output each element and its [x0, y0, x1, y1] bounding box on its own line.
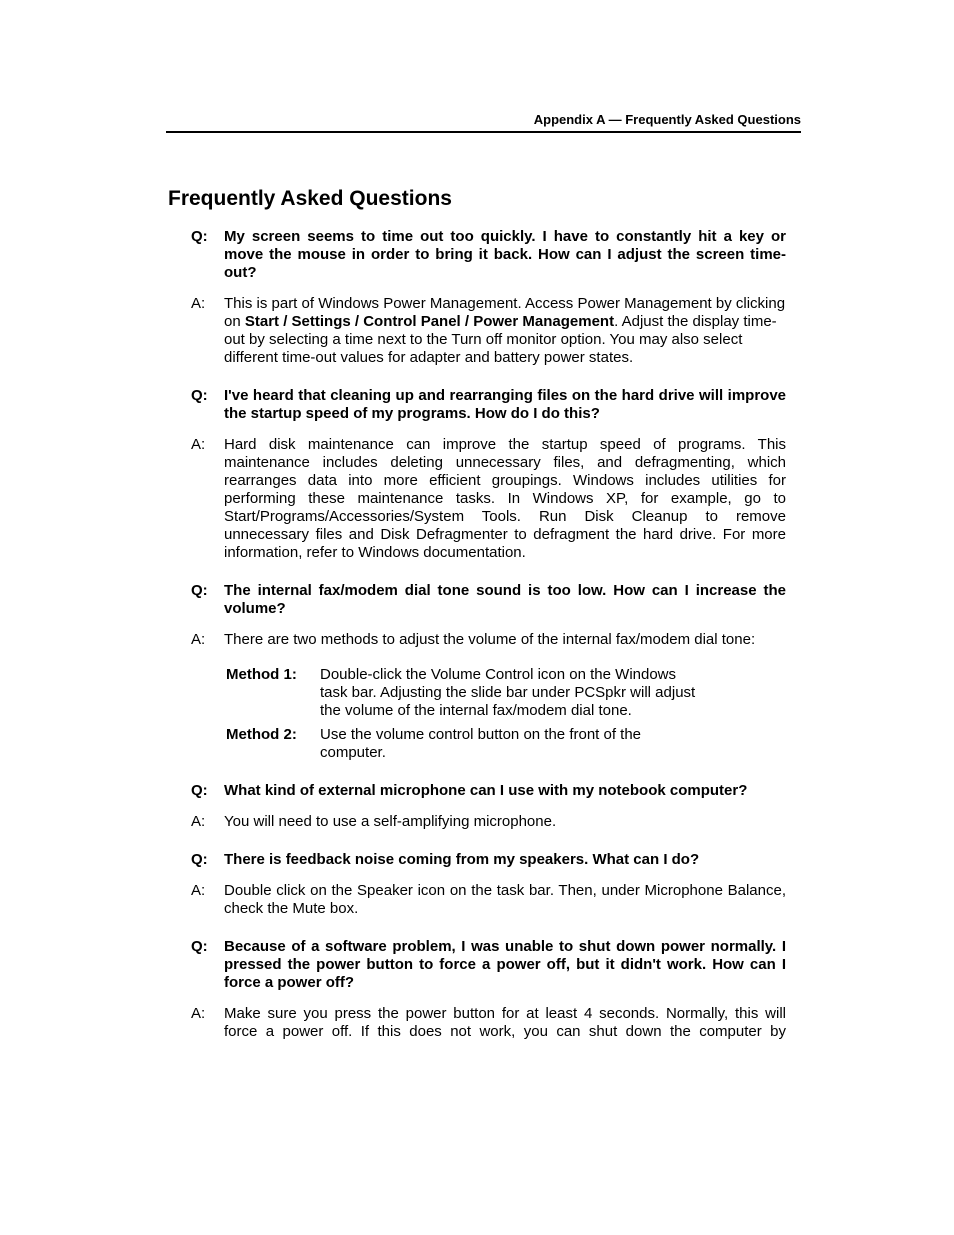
question-text: My screen seems to time out too quickly. I have to constantly hit a key or move the mouse in order to bring it back. How can I adjust the screen time-out? [224, 228, 786, 281]
answer-text: You will need to use a self-amplifying microphone. [224, 813, 557, 830]
question-label: Q: [191, 582, 208, 599]
faq-answer [191, 631, 786, 649]
answer-label: A: [191, 882, 206, 899]
method-list [226, 666, 786, 762]
question-text: What kind of external microphone can I use with my notebook computer? [224, 782, 748, 799]
question-label: Q: [191, 851, 208, 868]
question-label: Q: [191, 782, 208, 799]
answer-label: A: [191, 436, 206, 453]
question-text: I've heard that cleaning up and rearranging files on the hard drive will improve the startup speed of my programs. How do I do this? [224, 387, 786, 422]
answer-label: A: [191, 295, 206, 312]
answer-text: Hard disk maintenance can improve the startup speed of programs. This maintenance includes deleting unnecessary files, and defragmenting, which rearranges data into more efficient groupings. Windows includes utilities for performing these maintenance tasks. In Windows XP, for example, go to Start/Programs/Accessories/System Tools. Run Disk Cleanup to remove unnecessary files and Disk Defragmenter to defragment the hard drive. For more information, refer to Windows documentation. [224, 436, 786, 561]
faq-answer [191, 295, 786, 367]
answer-text: Double click on the Speaker icon on the task bar. Then, under Microphone Balance, check the Mute box. [224, 882, 786, 917]
faq-answer [191, 882, 786, 918]
faq-question [191, 228, 786, 282]
running-header [166, 112, 801, 133]
faq-answer [191, 1005, 786, 1041]
answer-label: A: [191, 1005, 206, 1022]
answer-text-part: This is part of Windows Power Management. Access Power Management by clicking on [224, 295, 786, 330]
method-text: Double-click the Volume Control icon on the Windows task bar. Adjusting the slide bar under PCSpkr will adjust the volume of the internal fax/modem dial tone. [320, 666, 696, 719]
faq-question [191, 387, 786, 423]
question-label: Q: [191, 938, 208, 955]
method-label: Method 1: [226, 666, 297, 683]
answer-label: A: [191, 631, 206, 648]
question-text: There is feedback noise coming from my speakers. What can I do? [224, 851, 700, 868]
question-text: The internal fax/modem dial tone sound is too low. How can I increase the volume? [224, 582, 786, 617]
faq-question [191, 782, 786, 800]
answer-text: Make sure you press the power button for at least 4 seconds. Normally, this will force a power off. If this does not work, you can shut down the computer by [224, 1005, 786, 1040]
running-header-title: Appendix A — Frequently Asked Questions [533, 112, 801, 127]
faq-question [191, 582, 786, 618]
method-text: Use the volume control button on the front of the computer. [320, 726, 642, 761]
page-title: Frequently Asked Questions [168, 187, 452, 210]
method-item [226, 666, 786, 720]
faq-answer [191, 436, 786, 562]
faq-question [191, 938, 786, 992]
answer-text-part: . Adjust the display time-out by selecting a time next to the Turn off monitor option. You may also select different time-out values for adapter and battery power states. [224, 313, 777, 366]
method-item [226, 726, 786, 762]
answer-text: There are two methods to adjust the volume of the internal fax/modem dial tone: [224, 631, 756, 648]
question-label: Q: [191, 228, 208, 245]
answer-label: A: [191, 813, 206, 830]
faq-question [191, 851, 786, 869]
faq-list [191, 228, 786, 1041]
answer-bold-path: Start / Settings / Control Panel / Power Management [244, 313, 615, 330]
faq-answer [191, 813, 786, 831]
question-label: Q: [191, 387, 208, 404]
answer-text [224, 295, 786, 367]
question-text: Because of a software problem, I was unable to shut down power normally. I pressed the power button to force a power off, but it didn't work. How can I force a power off? [224, 938, 786, 991]
method-label: Method 2: [226, 726, 297, 743]
